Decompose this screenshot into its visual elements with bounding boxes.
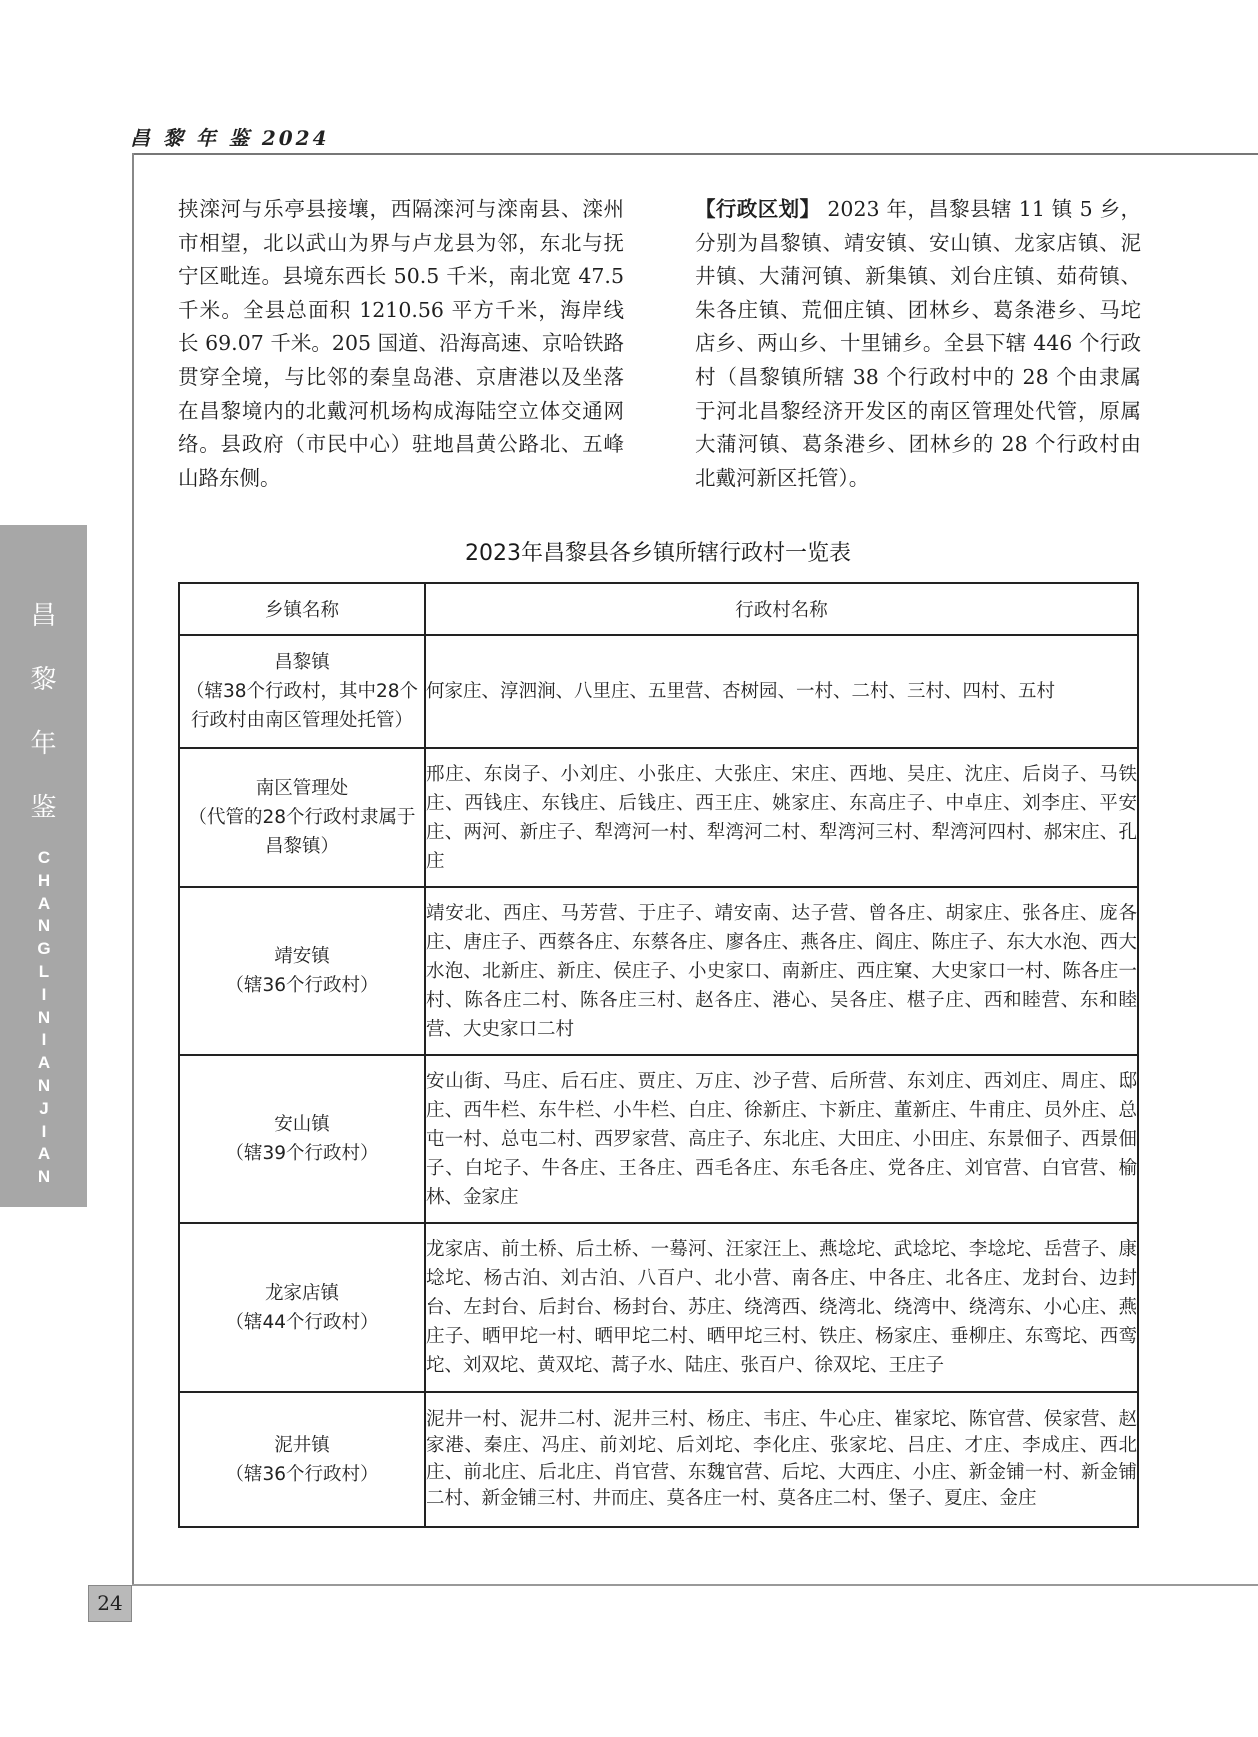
villages-cell: 泥井一村、泥井二村、泥井三村、杨庄、韦庄、牛心庄、崔家坨、陈官营、侯家营、赵家港、秦庄、冯庄、前刘坨、后刘坨、李化庄、张家坨、吕庄、才庄、李成庄、西北庄、前北庄、后北庄、肖官营、东魏官营、后坨、大西庄、小庄、新金铺一村、新金铺二村、新金铺三村、井而庄、莫各庄一村、莫各庄二村、堡子、夏庄、金庄: [425, 1392, 1138, 1527]
table-row: [179, 887, 1138, 1055]
side-tab-char: 鉴: [30, 793, 57, 823]
town-cell: [179, 887, 425, 1055]
page-frame-left-rule: [132, 153, 134, 1585]
town-name: 安山镇: [274, 1114, 330, 1135]
town-note: （辖38个行政村，其中28个行政村由南区管理处托管）: [185, 681, 419, 731]
villages-cell: 邢庄、东岗子、小刘庄、小张庄、大张庄、宋庄、西地、吴庄、沈庄、后岗子、马铁庄、西钱庄、东钱庄、后钱庄、西王庄、姚家庄、东高庄子、中卓庄、刘李庄、平安庄、两河、新庄子、犁湾河一村、犁湾河二村、犁湾河三村、犁湾河四村、郝宋庄、孔庄: [425, 748, 1138, 887]
villages-table: [178, 582, 1139, 1528]
town-cell: [179, 1392, 425, 1527]
town-cell: [179, 1223, 425, 1392]
side-tab-char: 黎: [30, 665, 57, 695]
town-note: （辖44个行政村）: [225, 1311, 379, 1333]
table-row: [179, 1223, 1138, 1392]
running-header-title: 昌 黎 年 鉴 2024: [130, 126, 330, 150]
town-note: （代管的28个行政村隶属于昌黎镇）: [188, 807, 416, 857]
town-name: 靖安镇: [274, 946, 330, 967]
table-title: 2023年昌黎县各乡镇所辖行政村一览表: [465, 541, 851, 566]
villages-cell: 安山街、马庄、后石庄、贾庄、万庄、沙子营、后所营、东刘庄、西刘庄、周庄、邸庄、西牛栏、东牛栏、小牛栏、白庄、徐新庄、卞新庄、董新庄、牛甫庄、员外庄、总屯一村、总屯二村、西罗家营、高庄子、东北庄、大田庄、小田庄、东景佃子、西景佃子、白坨子、牛各庄、王各庄、西毛各庄、东毛各庄、党各庄、刘官营、白官营、榆林、金家庄: [425, 1055, 1138, 1223]
table-row: [179, 1055, 1138, 1223]
town-note: （辖36个行政村）: [225, 975, 379, 996]
side-tab-pinyin: CHANGLINIANJIAN: [37, 848, 51, 1187]
villages-cell: 何家庄、淳泗涧、八里庄、五里营、杏树园、一村、二村、三村、四村、五村: [425, 635, 1138, 748]
town-name: 南区管理处: [255, 778, 349, 799]
villages-cell: 靖安北、西庄、马芳营、于庄子、靖安南、达子营、曾各庄、胡家庄、张各庄、庞各庄、唐庄子、西蔡各庄、东蔡各庄、廖各庄、燕各庄、阎庄、陈庄子、东大水泡、西大水泡、北新庄、新庄、侯庄子、小史家口、南新庄、西庄窠、大史家口一村、陈各庄一村、陈各庄二村、陈各庄三村、赵各庄、港心、吴各庄、椹子庄、西和睦营、东和睦营、大史家口二村: [425, 887, 1138, 1055]
table-row: [179, 748, 1138, 887]
town-cell: [179, 748, 425, 887]
side-tab-char: 年: [30, 729, 57, 759]
page-number: 24: [88, 1585, 132, 1622]
villages-cell: 龙家店、前土桥、后土桥、一蓦河、汪家汪上、燕埝坨、武埝坨、李埝坨、岳营子、康埝坨、杨古泊、刘古泊、八百户、北小营、南各庄、中各庄、北各庄、龙封台、边封台、左封台、后封台、杨封台、苏庄、绕湾西、绕湾北、绕湾中、绕湾东、小心庄、燕庄子、晒甲坨一村、晒甲坨二村、晒甲坨三村、铁庄、杨家庄、垂柳庄、东鸾坨、西鸾坨、刘双坨、黄双坨、蒿子水、陆庄、张百户、徐双坨、王庄子: [425, 1223, 1138, 1392]
section-heading: 【行政区划】: [695, 197, 821, 221]
town-name: 泥井镇: [274, 1434, 330, 1456]
section-body-text: 2023 年，昌黎县辖 11 镇 5 乡，分别为昌黎镇、靖安镇、安山镇、龙家店镇、泥井镇、大蒲河镇、新集镇、刘台庄镇、茹荷镇、朱各庄镇、荒佃庄镇、团林乡、葛条港乡、马坨店乡、两山乡、十里铺乡。全县下辖 446 个行政村（昌黎镇所辖 38 个行政村中的 28 个由隶属于河北昌黎经济开发区的南区管理处代管，原属大蒲河镇、葛条港乡、团林乡的 28 个行政村由北戴河新区托管）。: [695, 197, 1141, 490]
side-tab-char: 昌: [30, 601, 57, 631]
town-note: （辖39个行政村）: [225, 1143, 379, 1164]
left-column-text: 挟滦河与乐亭县接壤，西隔滦河与滦南县、滦州市相望，北以武山为界与卢龙县为邻，东北与抚宁区毗连。县境东西长 50.5 千米，南北宽 47.5 千米。全县总面积 1210.56 平方千米，海岸线长 69.07 千米。205 国道、沿海高速、京哈铁路贯穿全境，与比邻的秦皇岛港、京唐港以及坐落在昌黎境内的北戴河机场构成海陆空立体交通网络。县政府（市民中心）驻地昌黄公路北、五峰山路东侧。: [178, 197, 624, 490]
town-cell: [179, 635, 425, 748]
table-row: [179, 1392, 1138, 1527]
page-frame-top-rule: [132, 153, 1258, 155]
table-header-row: [179, 583, 1138, 635]
page-frame-bottom-rule: [132, 1584, 1258, 1586]
table-row: [179, 635, 1138, 748]
town-note: （辖36个行政村）: [225, 1463, 379, 1485]
column-header-town: 乡镇名称: [179, 583, 425, 635]
town-cell: [179, 1055, 425, 1223]
side-tab: [0, 525, 87, 1207]
right-column: [695, 193, 1141, 495]
town-name: 龙家店镇: [264, 1282, 339, 1304]
column-header-villages: 行政村名称: [425, 583, 1138, 635]
town-name: 昌黎镇: [274, 652, 330, 673]
